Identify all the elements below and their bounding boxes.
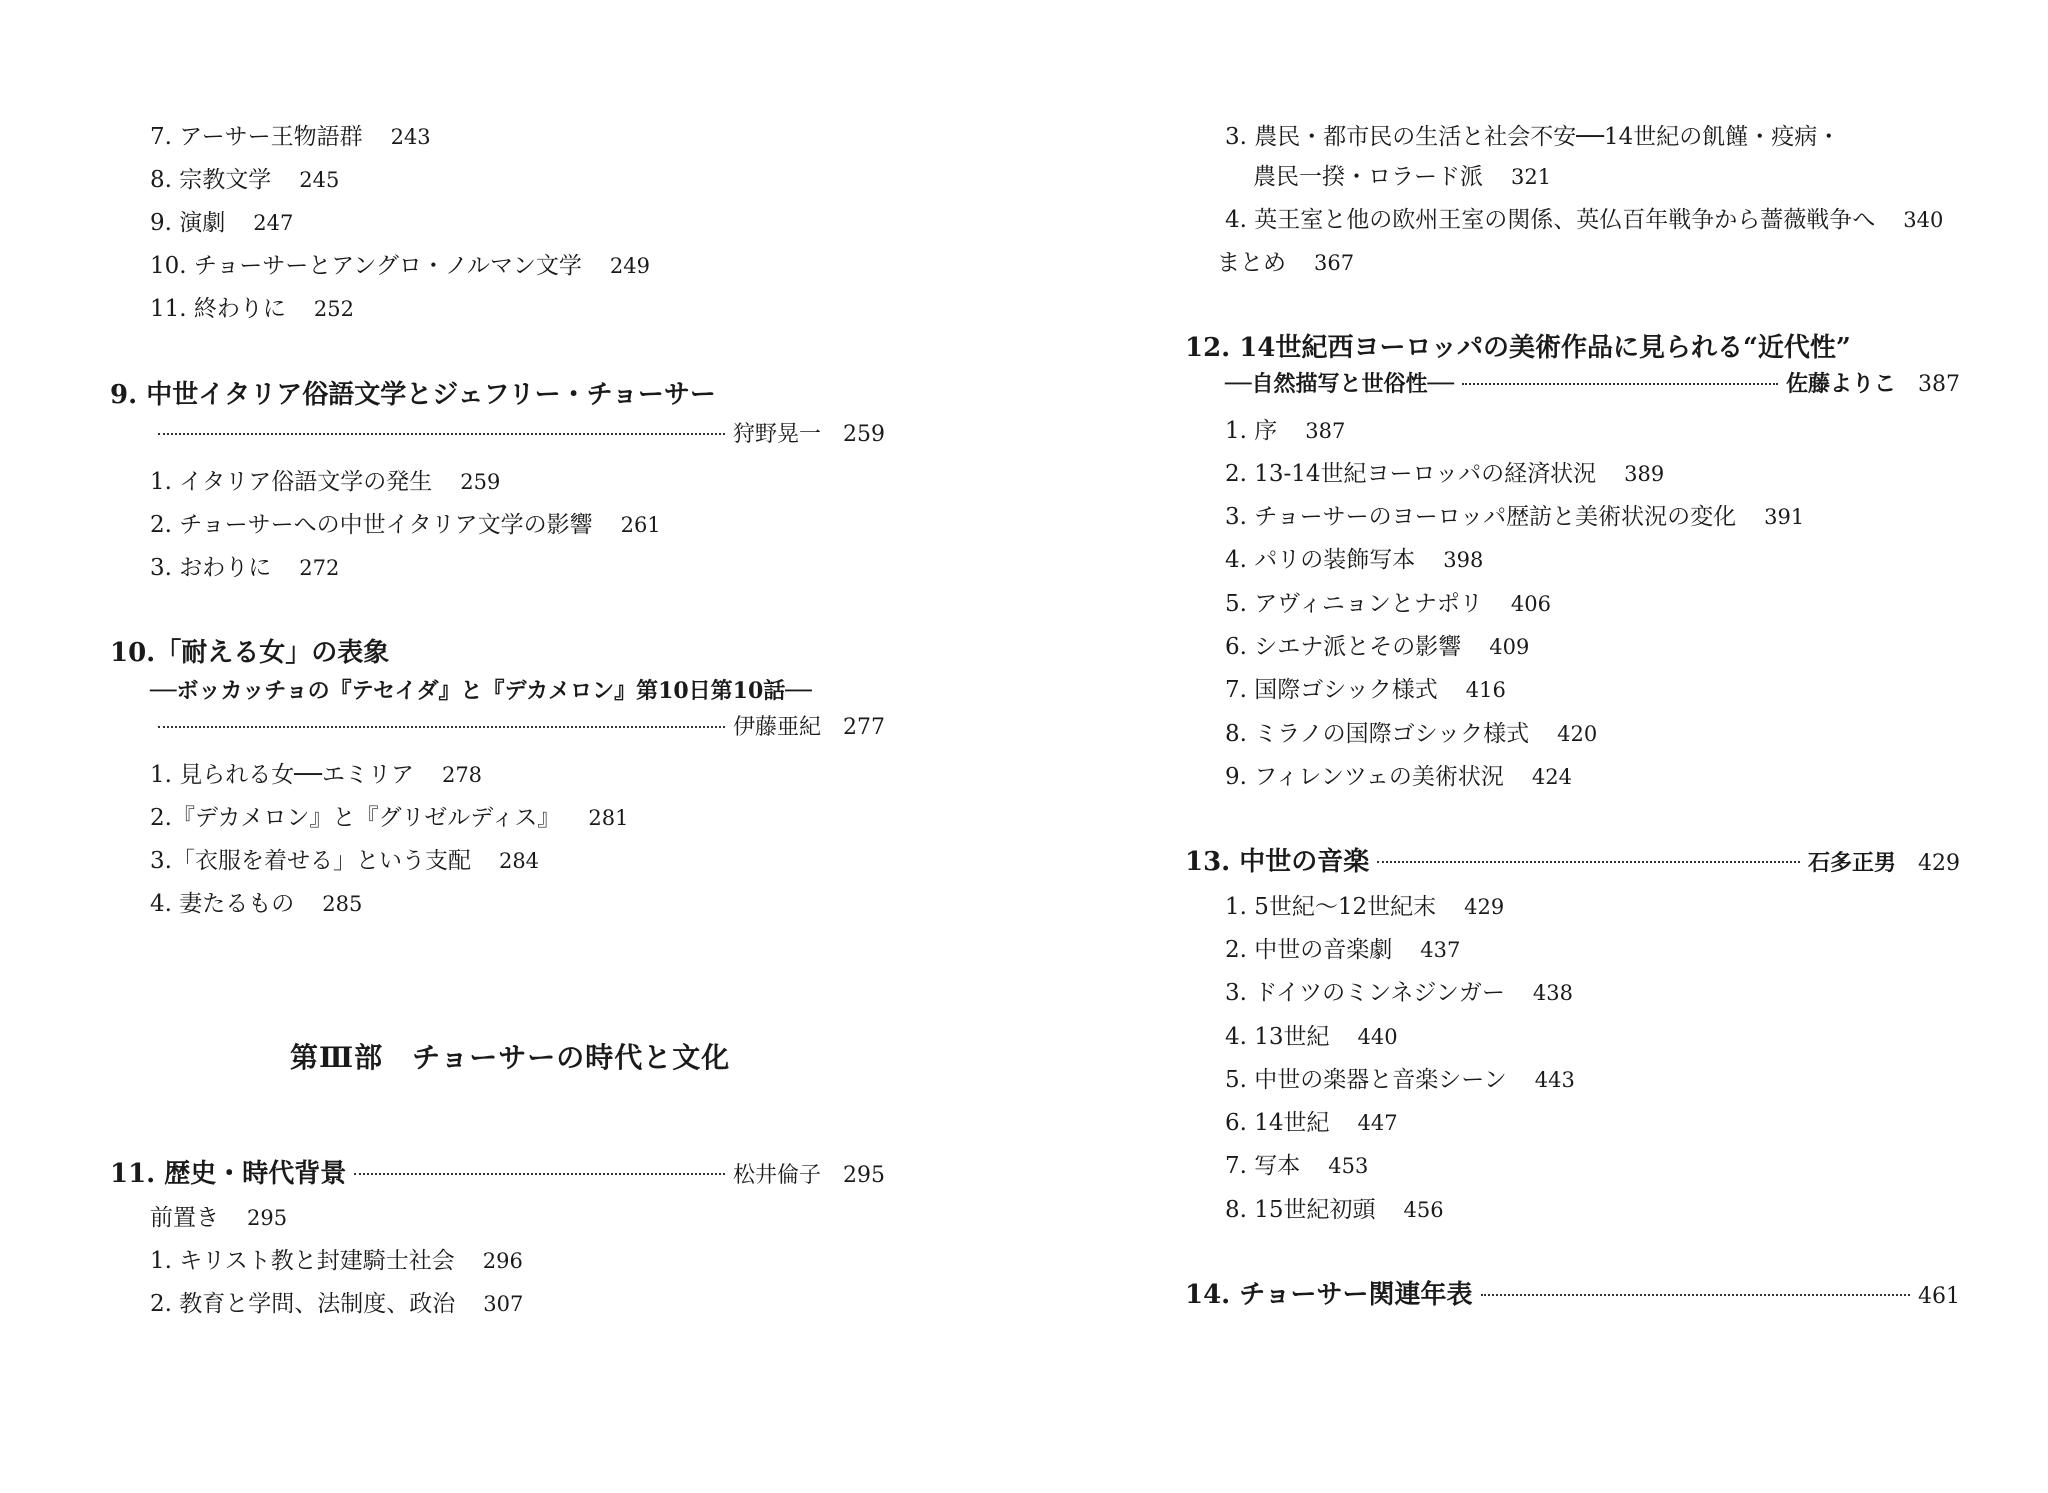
- chapter-title: 14. チョーサー関連年表: [1185, 1280, 1473, 1310]
- chapter-leader-line: [150, 420, 885, 450]
- toc-entry: 4. 妻たるもの 285: [150, 891, 363, 917]
- toc-entry: 5. 中世の楽器と音楽シーン 443: [1225, 1067, 1575, 1093]
- chapter-page: 277: [843, 715, 885, 740]
- toc-entry: 9. フィレンツェの美術状況 424: [1225, 764, 1573, 790]
- chapter-title: 11. 歴史・時代背景: [110, 1159, 347, 1189]
- toc-entry: 3. ドイツのミンネジンガー 438: [1225, 980, 1573, 1006]
- toc-entry-continuation: 農民一揆・ロラード派 321: [1253, 164, 1552, 190]
- dot-leader: [158, 726, 725, 728]
- toc-entry: 1. 序 387: [1225, 418, 1346, 444]
- chapter-author: 石多正男: [1807, 850, 1896, 876]
- toc-entry: 8. 宗教文学 245: [150, 167, 340, 193]
- toc-entry: 7. 写本 453: [1225, 1153, 1369, 1179]
- chapter-page: 295: [843, 1163, 885, 1188]
- chapter-title-line: [1185, 845, 1960, 879]
- chapter-title: 12. 14世紀西ヨーロッパの美術作品に見られる“近代性”: [1185, 333, 1851, 363]
- toc-entry: 6. シエナ派とその影響 409: [1225, 634, 1530, 660]
- part-heading: 第Ⅲ部 チョーサーの時代と文化: [290, 1041, 731, 1074]
- chapter-author: 伊藤亜紀: [732, 715, 821, 740]
- chapter-author: 佐藤よりこ: [1785, 371, 1896, 397]
- toc-entry: 2.『デカメロン』と『グリゼルディス』 281: [150, 805, 629, 831]
- chapter-subtitle: ──ボッカッチョの『テセイダ』と『デカメロン』第10日第10話──: [150, 678, 812, 704]
- toc-entry: 4. 英王室と他の欧州王室の関係、英仏百年戦争から薔薇戦争へ 340: [1225, 207, 1944, 233]
- chapter-leader-line: [150, 713, 885, 743]
- chapter-subtitle: ──自然描写と世俗性──: [1225, 371, 1454, 397]
- toc-entry: 前置き 295: [150, 1205, 288, 1231]
- toc-entry: 4. パリの装飾写本 398: [1225, 547, 1484, 573]
- chapter-title-line: [1185, 1278, 1960, 1312]
- chapter-leader-line: [1225, 369, 1960, 400]
- toc-entry: 4. 13世紀 440: [1225, 1024, 1398, 1050]
- toc-entry: 1. キリスト教と封建騎士社会 296: [150, 1248, 523, 1274]
- toc-entry: 2. 教育と学問、法制度、政治 307: [150, 1291, 524, 1317]
- chapter-page: 461: [1918, 1284, 1960, 1309]
- toc-entry: 7. アーサー王物語群 243: [150, 124, 431, 150]
- toc-entry: 6. 14世紀 447: [1225, 1110, 1398, 1136]
- toc-entry: 2. 13-14世紀ヨーロッパの経済状況 389: [1225, 461, 1665, 487]
- dot-leader: [158, 433, 725, 435]
- toc-entry: 9. 演劇 247: [150, 210, 294, 236]
- chapter-title: 13. 中世の音楽: [1185, 847, 1370, 877]
- toc-entry: 11. 終わりに 252: [150, 296, 354, 322]
- dot-leader: [1462, 383, 1778, 385]
- toc-entry: 1. 見られる女──エミリア 278: [150, 762, 483, 788]
- chapter-title: 9. 中世イタリア俗語文学とジェフリー・チョーサー: [110, 380, 716, 410]
- chapter-page: 429: [1918, 851, 1960, 876]
- toc-entry: 5. アヴィニョンとナポリ 406: [1225, 591, 1551, 617]
- chapter-page: 387: [1918, 372, 1960, 397]
- dot-leader: [1481, 1294, 1910, 1296]
- chapter-author: 松井倫子: [732, 1163, 821, 1188]
- toc-entry: 3. おわりに 272: [150, 555, 340, 581]
- toc-entry: 8. ミラノの国際ゴシック様式 420: [1225, 721, 1598, 747]
- toc-entry: 10. チョーサーとアングロ・ノルマン文学 249: [150, 253, 650, 279]
- toc-entry: 3. チョーサーのヨーロッパ歴訪と美術状況の変化 391: [1225, 504, 1805, 530]
- chapter-title: 10.「耐える女」の表象: [110, 638, 390, 668]
- dot-leader: [1377, 861, 1800, 863]
- toc-entry: 8. 15世紀初頭 456: [1225, 1197, 1444, 1223]
- toc-entry: 1. イタリア俗語文学の発生 259: [150, 469, 501, 495]
- dot-leader: [354, 1173, 725, 1175]
- chapter-page: 259: [843, 422, 885, 447]
- chapter-title-line: [110, 1157, 885, 1191]
- toc-entry: 2. 中世の音楽劇 437: [1225, 937, 1461, 963]
- toc-entry: 1. 5世紀～12世紀末 429: [1225, 894, 1505, 920]
- toc-entry: 3. 農民・都市民の生活と社会不安──14世紀の飢饉・疫病・: [1225, 124, 1841, 150]
- toc-entry: 2. チョーサーへの中世イタリア文学の影響 261: [150, 512, 661, 538]
- toc-entry: 3.「衣服を着せる」という支配 284: [150, 848, 540, 874]
- chapter-author: 狩野晃一: [732, 422, 821, 447]
- toc-entry: まとめ 367: [1217, 250, 1355, 276]
- toc-entry: 7. 国際ゴシック様式 416: [1225, 677, 1506, 703]
